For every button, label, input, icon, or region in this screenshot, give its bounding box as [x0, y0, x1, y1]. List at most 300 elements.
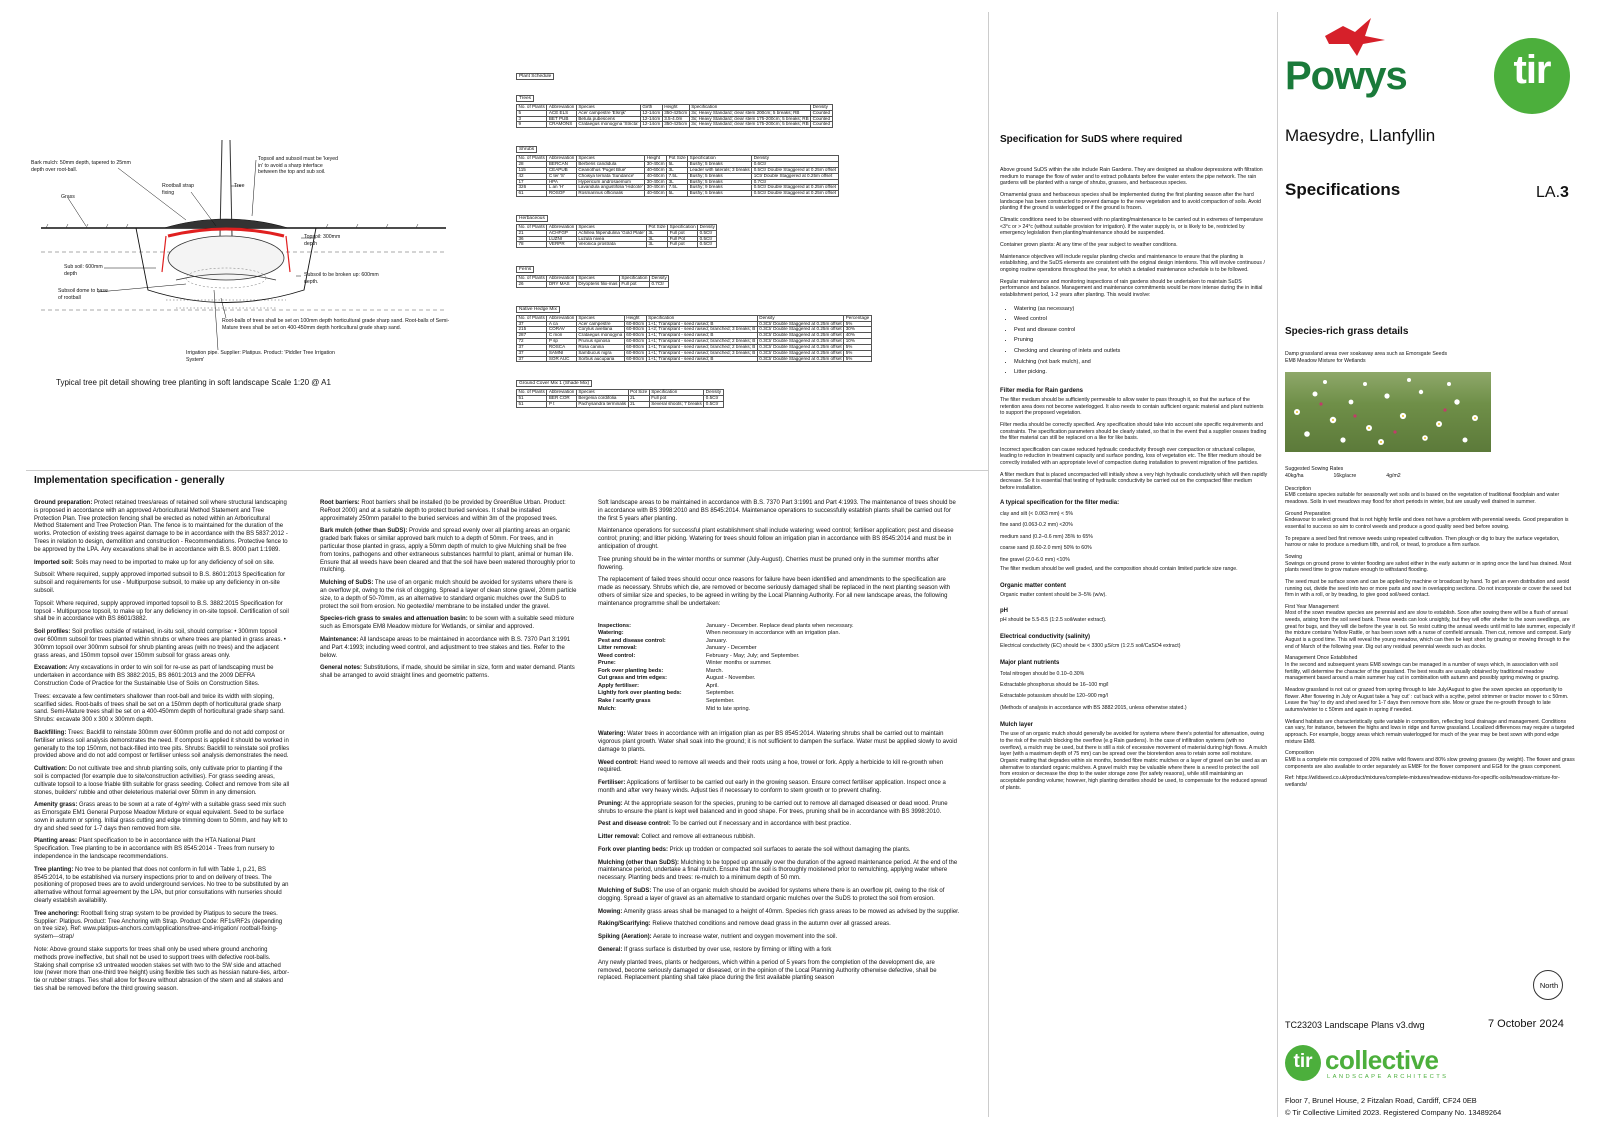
sowing-rate: 16kg/acre — [1333, 472, 1357, 479]
suds-paragraph: Above ground SuDS within the site include Rain Gardens. They are designed as shallow depressions with filtration medium to manage the flow of water and to extract pollutants before the water enters the pipe network. The rain gardens will be planted with a range of shrubs, grasses, and herbaceous species. — [1000, 167, 1263, 187]
drawing-number — [1536, 184, 1569, 202]
ph-text: pH should be 5.5-8.5 (1:2.5 soil/water extract). — [1000, 617, 1107, 624]
table-cell: Sambucus nigra — [576, 350, 624, 356]
table-cell: 0.7Ctr — [752, 179, 838, 185]
spec-paragraph-heading: Weed control: — [598, 759, 638, 766]
grass-section-block — [1285, 750, 1575, 770]
table-cell: BERCAN — [547, 162, 577, 168]
table-cell: Lavandula angustifolia 'Hidcote' — [578, 184, 643, 190]
table-cell: ROSOF — [547, 191, 577, 197]
table-header-cell: Species — [576, 315, 624, 321]
schedule-table-caption: Ferns — [516, 266, 534, 273]
table-header-cell: Density — [757, 315, 843, 321]
spec-paragraph-heading: Maintenance: — [320, 636, 359, 643]
table-cell: SOR AUC — [547, 356, 577, 362]
table-cell: 37 — [517, 356, 547, 362]
spec-paragraph-heading: General notes: — [320, 665, 363, 672]
grass-section-block — [1285, 486, 1575, 506]
spec-paragraph-text: Hand weed to remove all weeds and their roots using a hoe, trowel or fork. Apply a herbicide to kill re-growth when required. — [598, 759, 944, 774]
grass-section-text: Sowings on ground prone to winter flooding are safest either in the early autumn or in spring once the land has drained. Most plants need time to grow mature enough to withstand flooding. — [1285, 560, 1572, 574]
table-cell: 30-40cm — [646, 184, 665, 190]
table-cell: 40-60cm — [646, 166, 665, 172]
table-cell: C ter 'S' — [547, 173, 577, 179]
table-cell: 12-14cm — [642, 115, 661, 121]
table-cell: BER COR — [547, 396, 577, 402]
spec-paragraph-text: Topsoil: Where required, supply approved imported topsoil to B.S. 3882:2015 Specification for topsoil - Multipurpose topsoil, to make up for any deficiency in on-site topsoil. Certification of soil shall be in accordance with BS 8601/3882. — [34, 600, 289, 623]
table-cell: Choisya ternata 'Sundance' — [576, 173, 644, 179]
tir-logo-text: tir — [1513, 48, 1551, 92]
schedule-timing: September. — [706, 690, 735, 697]
suds-paragraph: Maintenance objectives will include regular planting checks and maintenance to ensure that the planting is establishing, and the SuDS elements are consistent with the original design intentions. This will involve continuous / ongoing routine operations throughout the year, for which a detailed maintenance schedule is to be followed. — [1000, 253, 1265, 273]
schedule-task: Inspections: — [598, 622, 631, 629]
table-cell: 40-60cm — [646, 190, 665, 196]
schedule-block — [516, 257, 956, 288]
spec-paragraph-text: No tree to be planted that does not conform in full with Table 1, p.21, BS 8545:2014, to be established via nursery inspections prior to and on delivery of trees. The positioning of proposed trees are to avoid underground services. No tree to be substituted by an alternative without formal agreement by the LPA, but prior consultations with nurseries should clearly establish availability. — [34, 866, 289, 905]
tree-pit-caption: Typical tree pit detail showing tree planting in soft landscape Scale 1:20 @ A1 — [56, 378, 331, 387]
table-cell: Bushy; 5 breaks — [688, 173, 752, 179]
spec-paragraph-text: If grass surface is disturbed by over use, restore by firming or lifting with a fork — [622, 947, 832, 954]
table-cell: Bushy; 9 breaks — [688, 185, 752, 191]
spec-paragraph-text: Trees: excavate a few centimeters shallower than root-ball and twice its width with sloping, scarified sides. Root-balls of trees shall be set on a 150mm depth of horticultural grade sharp sand. Semi-Mature trees shall be set on a 400-450mm depth of horticultural grade sharp sand. Shrubs: excavate 300 x 300 x 300mm depth. — [34, 693, 285, 724]
schedule-table-caption: Shrubs — [516, 146, 537, 153]
spec-paragraph-text: Do not cultivate tree and shrub planting soils, only cultivate prior to planting if the soil is compacted (for example due to site/construction activities). For grass seeding areas, cultivate topsoil to a loose friable tilth suitable for grass seeding. Collect and remove from site all stones, builders' rubble and other deleterious material over 50mm in any dimension. — [34, 766, 290, 796]
maintenance-intro — [598, 500, 960, 609]
spec-paragraph-heading: Litter removal: — [598, 834, 640, 841]
typical-title: A typical specification for the filter media: — [1000, 499, 1120, 506]
spec-paragraph-text: Amenity grass areas shall be managed to a height of 40mm. Species rich grass areas to be mowed as advised by the supplier. — [622, 908, 960, 915]
schedule-table — [516, 389, 724, 407]
table-cell: 5L — [667, 191, 688, 197]
spec-paragraph-text: At the appropriate season for the species, pruning to be carried out to remove all damaged diseased or dead wood. Prune shrubs to ensure the plant is kept well balanced and in good shape. For trees, pruning shall be in accordance with BS 3998:2010. — [598, 800, 948, 815]
table-cell: Crataegus monogyna 'Stricta' — [578, 121, 639, 127]
table-cell: 5% — [844, 350, 872, 356]
schedule-row — [598, 660, 960, 668]
schedule-table-caption: Native Hedge Mix — [516, 306, 560, 313]
table-cell: 1+1; Transplant - seed raised; B — [646, 333, 757, 339]
table-header-cell: Height — [645, 156, 667, 162]
drawing-date: 7 October 2024 — [1488, 1018, 1564, 1030]
nutrient-line: (Methods of analysis in accordance with BS 3882:2015, unless otherwise stated.) — [1000, 704, 1187, 711]
suds-section — [1000, 134, 1268, 791]
table-cell: 37 — [517, 344, 547, 350]
table-cell: 1Ctr Double Staggered at 0.25m offset — [752, 173, 838, 179]
table-cell: 0.5Ctr — [698, 230, 717, 236]
spec-paragraph — [320, 528, 578, 575]
grass-section-block — [1285, 687, 1575, 714]
suds-bullet: • Litter picking. — [1014, 367, 1268, 378]
typical-line: fine sand (0.063-0.2 mm) <20% — [1000, 522, 1073, 529]
table-cell: 215 — [517, 327, 547, 333]
table-cell: Crataegus monogyna — [578, 332, 623, 338]
spec-paragraph — [34, 730, 290, 761]
table-row — [517, 173, 839, 179]
table-cell: Bushy; 5 breaks — [688, 162, 752, 168]
north-label: North — [1539, 981, 1559, 990]
table-cell: 350-425cm — [664, 121, 688, 127]
table-cell: 3x; Heavy Standard; clear stem 175-200cm; 5 breaks; RB — [691, 115, 809, 121]
table-cell: 51 — [517, 396, 547, 402]
schedule-timing: January. — [706, 637, 728, 644]
schedule-timing: Mid to late spring. — [706, 705, 751, 712]
north-arrow — [1533, 970, 1563, 1000]
tree-pit-detail — [26, 140, 506, 460]
meadow-photo — [1285, 372, 1491, 452]
table-cell: Rosmarinus officinalis — [576, 191, 644, 197]
spec-paragraph — [598, 921, 960, 929]
company-tagline: LANDSCAPE ARCHITECTS — [1327, 1074, 1449, 1080]
table-header-cell: Height — [624, 315, 646, 321]
grass-section-text: Ref: https://wildseed.co.uk/product/mixtures/complete-mixtures/meadow-mixtures-for-specific-soils/meadow-mixture-for-wetlands/ — [1285, 775, 1560, 788]
table-cell: 1+1; Transplant - seed raised; branched; 3 breaks; B — [648, 349, 756, 355]
spec-paragraph — [598, 888, 960, 904]
table-header-cell: Density — [699, 223, 715, 229]
table-cell: Acer campestre — [576, 321, 624, 327]
organic-text: Organic matter content should be 3–5% (w/w). — [1000, 591, 1107, 598]
spec-paragraph — [34, 572, 290, 595]
plant-schedule — [516, 64, 956, 417]
table-cell: 326 — [517, 185, 547, 191]
table-cell: 5% — [844, 321, 872, 327]
table-cell: 3L — [646, 242, 667, 248]
table-cell: 30-40cm — [646, 161, 665, 167]
table-cell: 3 — [517, 116, 547, 122]
table-header-cell: Pot Size — [630, 389, 648, 395]
wildflower-meadow-image — [1285, 372, 1491, 452]
table-cell: Hypericum androsaemum — [576, 179, 644, 185]
schedule-row — [598, 645, 960, 653]
spec-paragraph — [598, 731, 960, 754]
schedule-row — [598, 683, 960, 691]
company-name: collective — [1325, 1045, 1439, 1075]
table-cell: 60-80cm — [626, 338, 645, 344]
divider-vertical-1 — [988, 12, 989, 1117]
spec-paragraph-text: Root barriers shall be installed (to be provided by GreenBlue Urban. Product: ReRoot 2000) and at a suitable depth to protect buried services. It shall be installed approximately 250mm parallel to the buried services and within 3m of the proposed trees. — [320, 500, 566, 522]
schedule-row — [598, 653, 960, 661]
spec-paragraph — [34, 629, 290, 660]
table-cell: 36 — [517, 236, 547, 242]
table-cell: 26 — [517, 282, 547, 288]
table-cell: 5% — [844, 344, 872, 350]
schedule-timing: When necessary in accordance with an irrigation plan. — [706, 630, 841, 637]
table-cell: Bushy; 5 breaks — [688, 179, 752, 185]
divider-horizontal — [26, 470, 988, 471]
grass-section-text: In the second and subsequent years EM8 sowings can be managed in a number of ways which, in association with soil fertility, will determine the character of the grassland. The best results are usually obtained by traditional meadow management based around a main summer hay cut in combination with autumn and possibly spring mowing or grazing. — [1285, 662, 1560, 682]
table-cell: 0.6Ctr — [752, 162, 838, 168]
table-header-cell: Species — [576, 156, 644, 162]
label-irrigation: Irrigation pipe. Supplier: Platipus. Product: 'Piddler Tree Irrigation System' — [186, 350, 335, 363]
grass-section-text: EM8 is a complete mix composed of 20% native wild flowers and 80% slow growing grasses (by weight). The flower and grass components are also available to order separately as EM8F for the flower component and EG8 for the grass component. — [1285, 756, 1575, 770]
filter-paragraph: The filter medium should be sufficiently permeable to allow water to pass through it, so that the surface of the retention area does not become waterlogged. It also needs to contain sufficient organic material and plant nutrients to support the proposed vegetation. — [1000, 396, 1264, 417]
tir-logo — [1494, 38, 1570, 114]
filter-paragraph: A filter medium that is placed uncompacted will initially show a very high hydraulic conductivity which will then rapidly decrease. So it is essential that testing of hydraulic conductivity be carried out on the compacted filter medium before installation. — [1000, 471, 1268, 492]
suds-bullet: • Pest and disease control — [1014, 325, 1268, 336]
table-header-cell: Percentage — [845, 314, 870, 320]
table-cell: Achillea filipendulina 'Gold Plate' — [578, 229, 645, 235]
implementation-column-3 — [598, 500, 960, 988]
table-header-cell: Abbreviation — [548, 389, 575, 395]
mulch-text: The use of an organic mulch should generally be avoided for systems where there's potential for attenuation, owing to the risk of the mulch blocking the overflow (e.g Rain gardens). In the case of infiltration systems (with no overflow), a mulch may be used, but there is still a risk of excessive movement of material during high flows. A mulch layer (with a maximum depth of 75 mm) can be spread over the bioretention area to retain some soil moisture. Organic matting that degrades within six months, bonded fibre matric mulches or a layer of gravel can be used as an alternative to standard organic mulches. A gravel mulch may be valuable where there is a need to protect the soil from erosion or decrease the drop to the water storage zone (for safety reasons), while still maintaining an acceptable ponding volume; however, high planting densities should be used, to compensate for the reduced spread of plants. — [1000, 731, 1268, 791]
table-cell: 3.5-4.0m — [662, 116, 689, 122]
table-header-cell: No. of Plants — [518, 314, 545, 320]
grass-section-heading: Sowing — [1285, 553, 1303, 560]
table-cell: 0.3Ctr Double Staggered at 0.25m offset — [759, 320, 842, 326]
label-sub-soil: Sub soil: 600mm depth — [64, 264, 103, 277]
filter-paragraphs — [1000, 397, 1268, 492]
table-header-cell: Density — [811, 105, 832, 111]
dwg-file: TC23203 Landscape Plans v3.dwg — [1285, 1020, 1425, 1030]
table-header-cell: No. of Plants — [518, 104, 545, 109]
schedule-task: Litter removal: — [598, 645, 637, 652]
table-cell: ACHFGP — [547, 230, 577, 236]
maintenance-operations — [598, 731, 960, 983]
table-cell: Several shoots; 7 breaks — [651, 400, 702, 406]
schedule-block — [516, 86, 956, 128]
grass-section-text: Wetland habitats are characteristically quite variable in composition, reflecting local drainage and management. Conditions can vary, for instance, between the highs and lows in ridge and furrow grassland. Localized differences may require a targeted approach. For example, boggy areas which remain waterlogged for much of the year may be best sown with pond edge mixture EM8. — [1285, 718, 1575, 745]
schedule-table-caption: Trees — [516, 95, 534, 102]
schedule-row — [598, 698, 960, 706]
table-header-cell: No. of Plants — [518, 155, 545, 161]
table-cell: 0.5Ctr — [704, 396, 723, 402]
table-header-cell: Pot Size — [668, 155, 686, 161]
schedule-row — [598, 675, 960, 683]
filter-paragraph: Incorrect specification can cause reduced hydraulic conductivity through over compaction or structural collapse, leading to reduction in treatment capacity and surface ponding, loss of vegetation etc. The filter medium should be correctly installed with an appropriate level of compaction during installation to prevent migration of fine particles. — [1000, 446, 1262, 467]
spec-paragraph-text: The use of an organic mulch should be avoided for systems where there is an overflow pit, owing to the risk of clogging. Spread a layer of gravel as an alternative to standard organic mulches over the SuDS to protect the soil from erosion. — [598, 888, 945, 902]
table-cell: 17 — [517, 179, 547, 185]
table-cell: 0.3Ctr Double Staggered at 0.25m offset — [759, 349, 842, 355]
spec-paragraph — [598, 934, 960, 942]
schedule-table — [516, 155, 839, 197]
table-cell: Bushy; 5 breaks — [688, 191, 752, 197]
suds-title: Specification for SuDS where required — [1000, 134, 1183, 145]
table-row — [517, 356, 872, 362]
spec-paragraph-heading: Mulching (other than SuDS): — [598, 859, 679, 866]
suds-paragraph: Climatic conditions need to be observed with no planting/maintenance to be carried out in extremes of temperature <3°c or > 24°c (without suitable provision for irrigation). If the water supply is, or is likely to be, restricted by emergency legislation then planting/maintenance should be suspended. — [1000, 216, 1263, 237]
table-header-cell: Species — [576, 105, 640, 111]
table-cell: 12-14cm — [642, 109, 661, 115]
filter-title: Filter media for Rain gardens — [1000, 387, 1084, 394]
spec-paragraph — [598, 960, 960, 983]
table-cell: 0.3Ctr Double Staggered at 0.25m offset — [759, 332, 842, 338]
schedule-row — [598, 706, 960, 714]
schedule-timing: February - May; July; and September. — [706, 652, 800, 659]
drawing-title: Specifications — [1285, 180, 1401, 199]
spec-paragraph-heading: Mulching of SuDS: — [320, 580, 374, 587]
schedule-row — [598, 623, 960, 631]
spec-paragraph-heading: Watering: — [598, 731, 626, 738]
spec-paragraph — [34, 838, 290, 861]
spec-paragraph-text: Rootball fixing strap system to be provided by Platipus to secure the trees. Supplier: Platipus. Product: Tree Anchoring with Strap. Product Code: RF1s/RF2s (depending on tree size). Ref: www.platipus-anchors.com/applications/tree-and-irrigation/ rootball-fixing-system---strap/ — [34, 910, 283, 941]
table-cell: Full pot — [668, 242, 698, 248]
table-header-cell: Specification — [646, 315, 757, 321]
sowing-rate: 4g/m2 — [1386, 472, 1401, 479]
collective-logo-mark — [1285, 1045, 1321, 1081]
schedule-row — [598, 668, 960, 676]
schedule-task: Apply fertiliser: — [598, 682, 640, 689]
label-tree: Tree — [234, 183, 245, 189]
suds-paragraph: Regular maintenance and monitoring inspections of rain gardens should be undertaken to maintain SuDS performance and balance. Management and maintenance commitments would be more intense during the in initial establishment period, 1-2 years after planting. This would involve: — [1000, 278, 1263, 298]
spec-paragraph-heading: Pruning: — [598, 800, 623, 807]
typical-line: fine gravel (2.0-6.0 mm) <10% — [1000, 556, 1070, 563]
plant-schedule-tables — [516, 86, 956, 408]
grass-section-text: The seed must be surface sown and can be applied by machine or broadcast by hand. To get an even distribution and avoid running out, divide the seed into two or more parts and sow in overlapping sections. Do not incorporate or cover the seed but firm in with a roll, or by treading, to give good soil/seed contact. — [1285, 578, 1572, 599]
spec-paragraph — [320, 616, 578, 632]
maintenance-intro-paragraph: Maintenance operations for successful plant establishment shall include watering; weed control; fertiliser application; pest and disease control; pruning; and litter picking. Watering for trees should follow an irrigation plan in accordance with BS 8545:2014 and must be in anticipation of drought. — [598, 528, 954, 550]
table-header-cell: Specification — [689, 105, 810, 111]
spec-paragraph-heading: Tree planting: — [34, 866, 74, 873]
table-cell: Full Pot — [668, 236, 698, 242]
table-cell: Bergenia cordifolia — [576, 396, 628, 402]
spec-paragraph — [598, 847, 960, 855]
maintenance-intro-paragraph: Soft landscape areas to be maintained in accordance with B.S. 7370 Part 3:1991 and Part 4:1993. The maintenance of trees should be in accordance with BS 3998:2010 and BS 8545:2014. Maintenance operations to successfully establish plants shall be carried out for the first 5 years after planting. — [598, 500, 956, 522]
maintenance-intro-paragraph: Tree pruning should be in the winter months or summer (July-August). Cherries must be pruned only in the summer months after flowering. — [598, 556, 939, 571]
table-cell: 7.5L — [667, 185, 688, 191]
label-topsoil-depth: Topsoil: 300mm depth — [304, 234, 341, 247]
table-cell: 0.3Ctr Double Staggered at 0.25m offset — [759, 355, 842, 361]
table-cell: 30-40cm — [646, 178, 665, 184]
table-header-cell: Species — [576, 390, 628, 396]
maintenance-schedule — [598, 623, 960, 714]
table-cell: ROSCA — [547, 344, 577, 350]
spec-paragraph-text: Trees: Backfill to reinstate 300mm over 600mm profile and do not add compost or fertiliser unless soil analysis demonstrates the need. If compost is applied it should be worked in generally to the top 150mm, not back-filled into tree pits. Shrubs: Backfill to reinstate soil profiles provided above and do not add compost or fertiliser unless soil analysis demonstrates the need. — [34, 729, 290, 760]
schedule-block — [516, 206, 956, 248]
schedule-row — [598, 630, 960, 638]
table-cell: 350-425cm — [664, 109, 688, 115]
spec-paragraph — [34, 766, 290, 797]
table-cell: 51 — [517, 401, 547, 407]
table-cell: 2L — [628, 396, 649, 402]
suds-bullet: • Watering (as necessary) — [1014, 304, 1268, 315]
spec-paragraph — [34, 694, 290, 725]
spec-paragraph-text: All landscape areas to be maintained in accordance with B.S. 7370 Part 3:1991 and Part 4:1993; including weed control, and adjustment to tree stakes and ties. Refer to the below. — [320, 636, 571, 659]
table-header-cell: No. of Plants — [518, 223, 545, 229]
table-cell: Counted — [812, 109, 831, 115]
table-cell: 37 — [517, 350, 547, 356]
nutrient-line: Extractable phosphorus should be 16–100 mg/l — [1000, 682, 1109, 688]
table-cell: 42 — [517, 173, 547, 179]
spec-paragraph-text: Water trees in accordance with an irrigation plan as per BS 8545:2014. Watering shrubs shall be carried out to maintain vigorous plant growth. Water shall soak into the ground; it is not sufficient to dampen the surface. Water must be applied slowly to avoid damage to plants. — [598, 731, 957, 753]
table-cell: 5 — [517, 110, 547, 116]
table-cell: 0.3Ctr Double Staggered at 0.25m offset — [759, 326, 842, 332]
schedule-timing: Winter months or summer. — [706, 660, 772, 667]
table-cell: 60-80cm — [626, 320, 645, 326]
table-header-cell: Pot Size — [648, 223, 666, 229]
spec-paragraph — [34, 665, 290, 688]
spec-paragraph-heading: Root barriers: — [320, 500, 360, 506]
table-header-cell: Density — [752, 156, 838, 162]
table-cell: 61 — [517, 191, 547, 197]
ec-text: Electrical conductivity (EC) should be < 3300 µS/cm (1:2.5 soil/CaSO4 extract) — [1000, 642, 1181, 649]
table-cell: Full pot — [619, 282, 649, 288]
table-cell: 21 — [517, 230, 547, 236]
grass-section-block — [1285, 511, 1575, 531]
table-header-cell: Height — [662, 105, 689, 111]
table-cell: 0.5Ctr Double Staggered at 0.25m offset — [753, 166, 837, 172]
suds-paragraphs — [1000, 167, 1268, 299]
schedule-block — [516, 371, 956, 407]
table-cell: P t — [547, 401, 577, 407]
schedule-task: Prune: — [598, 660, 616, 667]
table-header-cell: Species — [576, 224, 646, 230]
table-cell: Luzula nivea — [576, 236, 646, 242]
schedule-timing: January - December. Replace dead plants when necessary. — [706, 622, 854, 629]
table-cell: Ceanothus 'Puget Blue' — [576, 167, 644, 173]
table-cell: 1+2; Transplant - seed raised; branched; 3 breaks; B — [648, 326, 756, 332]
spec-paragraph — [598, 947, 960, 955]
schedule-task: Watering: — [598, 630, 624, 637]
table-header-cell: Abbreviation — [548, 104, 575, 109]
table-cell: DRY MAS — [547, 282, 577, 288]
spec-paragraph — [598, 909, 960, 917]
table-cell: 78 — [517, 242, 547, 248]
maintenance-intro-paragraph: The replacement of failed trees should occur once reasons for failure have been identified and amendments to the specification are made as necessary. Shrubs which die, are removed or become seriously damaged shall be replaced in the next planting season with others of similar size and species, to be agreed in writing by the Local Planning Authority. For all new landscape areas, the following maintenance programme shall be undertaken: — [598, 577, 951, 607]
grass-section — [1285, 326, 1575, 794]
table-cell: C mon — [547, 333, 577, 339]
grass-section-text: EM8 contains species suitable for seasonally wet soils and is based on the vegetation of traditional floodplain and water meadows. Soils in wet meadows may flood for short periods in winter, but are usually well drained in summer. — [1285, 492, 1560, 505]
tree-pit-diagram — [26, 140, 506, 380]
label-subsoil-broken: Subsoil to be broken up: 600mm depth. — [304, 272, 379, 285]
table-cell: 60-80cm — [626, 349, 645, 355]
schedule-task: Fork over planting beds: — [598, 667, 664, 674]
ph-title: pH — [1000, 608, 1008, 615]
spec-paragraph-heading: Planting areas: — [34, 838, 78, 845]
table-cell: 1+1; Transplant - seed raised; branched; 2 breaks; B — [648, 338, 756, 344]
schedule-table — [516, 224, 717, 248]
spec-paragraph — [34, 867, 290, 906]
typical-lines — [1000, 509, 1268, 566]
grass-section-heading: First Year Management — [1285, 603, 1339, 610]
table-cell: SAMNI — [547, 350, 577, 356]
spec-paragraph-text: To be carried out if necessary and in accordance with best practice. — [670, 821, 852, 828]
spec-paragraph — [598, 801, 960, 817]
grass-intro-2: EM8 Meadow Mixture for Wetlands — [1285, 357, 1366, 364]
spec-paragraph-heading: Fork over planting beds: — [598, 846, 669, 853]
suds-paragraph: Ornamental grass and herbaceous species shall be implemented during the first planting season after the hard landscape has been constructed to prevent damage to the new vegetation and to avoid compaction of soils. Avoid planting if the ground is waterlogged or if the ground is frozen. — [1000, 191, 1261, 212]
grass-section-text: Meadow grassland is not cut or grazed from spring through to late July/August to give the sown species an opportunity to flower. After flowering in July or August take a 'hay cut' : cut back with a scythe, petrol strimmer or tractor mower to c 50mm. Leave the 'hay' to dry and shed seed for 1-7 days then remove from site. Mow or graze the re-growth through to late autumn/winter to c 50mm and again in spring if needed. — [1285, 687, 1569, 713]
table-cell: 0.3Ctr Double Staggered at 0.25m offset — [759, 338, 842, 344]
table-cell: CEAPUB — [547, 167, 577, 173]
table-cell: CORAV — [547, 327, 577, 333]
table-row — [517, 401, 724, 407]
table-cell: 0.7Ctr — [649, 282, 668, 288]
table-cell: 37 — [517, 321, 547, 327]
grass-title: Species-rich grass details — [1285, 326, 1409, 337]
table-cell: Leader with laterals; 3 breaks — [689, 166, 750, 172]
schedule-task: Rake / scarify grass — [598, 698, 651, 705]
powys-logo-text: Powys — [1285, 54, 1407, 98]
table-cell: 0.5Ctr — [704, 401, 723, 407]
label-rootball-strap: Rootball strap fixing — [162, 183, 195, 196]
table-cell: Sorbus aucuparia — [576, 356, 624, 362]
typical-note: The filter medium should be well graded, and the composition should contain limited particle size range. — [1000, 565, 1238, 572]
nutrients-title: Major plant nutrients — [1000, 659, 1060, 666]
spec-paragraph-text: Any excavations in order to win soil for re-use as part of landscaping must be undertaken in accordance with BS 3882:2015, BS 8601:2013 and the 2009 DEFRA Construction Code of Practice for the Sustainable Use of Soils on Construction Sites. — [34, 665, 274, 687]
spec-paragraph — [598, 780, 960, 796]
schedule-task: Lightly fork over planting beds: — [598, 690, 682, 697]
spec-paragraph — [34, 500, 290, 555]
table-cell: 0.5Ctr — [698, 242, 717, 248]
table-cell: CRAMONS — [547, 122, 577, 128]
schedule-table-caption: Ground Cover Mix 1 (Shade Mix) — [516, 380, 592, 387]
table-cell: 60-80cm — [626, 332, 645, 338]
ec-title: Electrical conductivity (salinity) — [1000, 633, 1091, 640]
schedule-task: Weed control: — [598, 652, 636, 659]
spec-paragraph-heading: Ground preparation: — [34, 500, 93, 506]
spec-paragraph-heading: Tree anchoring: — [34, 910, 80, 917]
mulch-title: Mulch layer — [1000, 722, 1034, 729]
nutrient-line: Extractable potassium should be 120–900 mg/l — [1000, 693, 1108, 700]
schedule-timing: August - November. — [706, 675, 756, 682]
table-header-cell: Abbreviation — [548, 223, 575, 229]
